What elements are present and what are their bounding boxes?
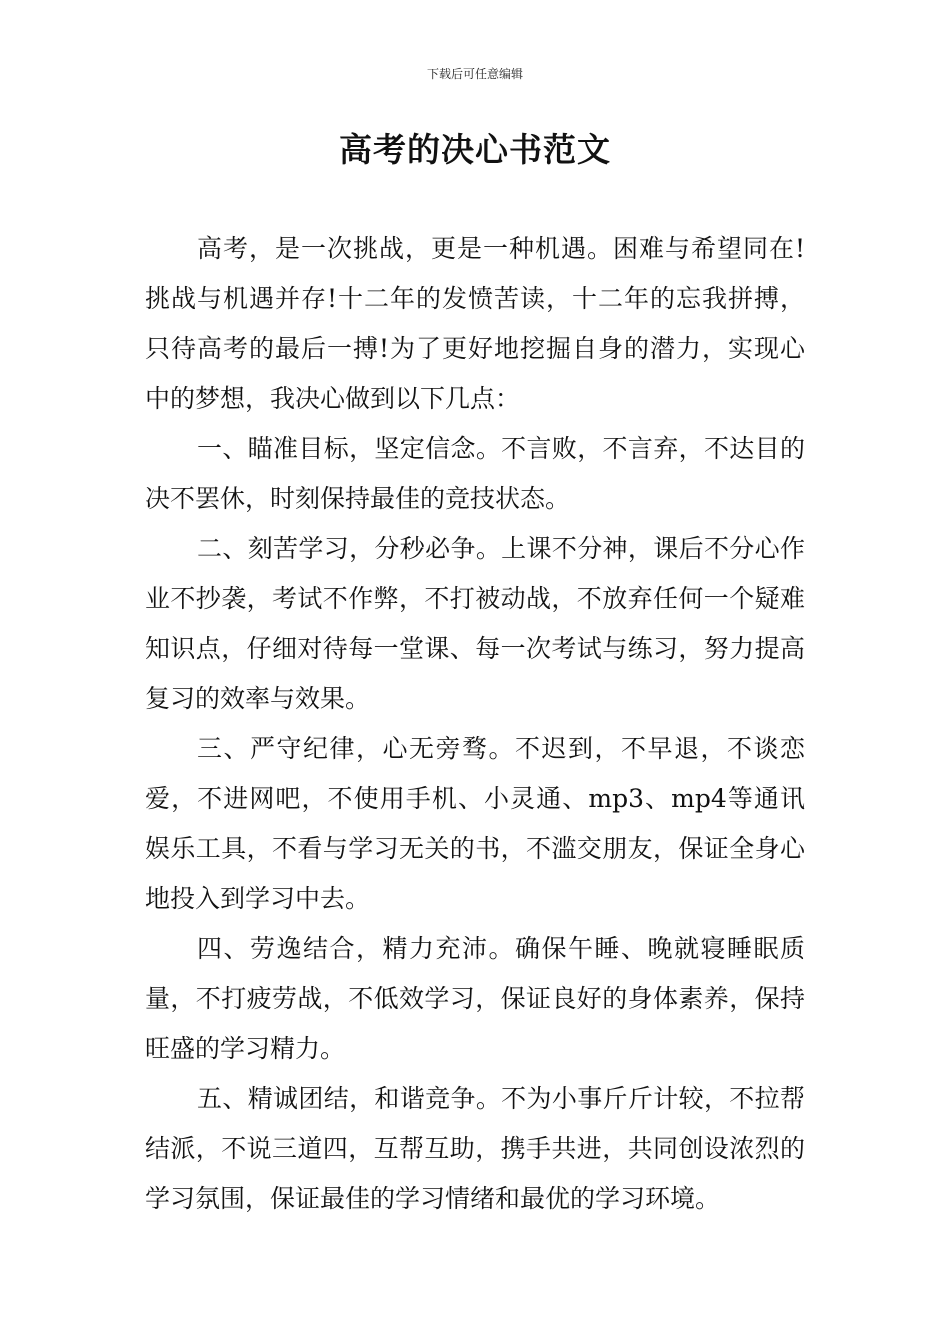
paragraph-point-3: 三、严守纪律，心无旁骛。不迟到，不早退，不谈恋爱，不进网吧，不使用手机、小灵通、mp3、mp4等通讯娱乐工具，不看与学习无关的书，不滥交朋友，保证全身心地投入到学习中去。 — [145, 734, 805, 913]
document-title: 高考的决心书范文 — [339, 130, 611, 169]
paragraph-point-4: 四、劳逸结合，精力充沛。确保午睡、晚就寝睡眠质量，不打疲劳战，不低效学习，保证良好的身体素养，保持旺盛的学习精力。 — [145, 934, 805, 1063]
paragraph-point-5: 五、精诚团结，和谐竞争。不为小事斤斤计较，不拉帮结派，不说三道四，互帮互助，携手共进，共同创设浓烈的学习氛围，保证最佳的学习情绪和最优的学习环境。 — [145, 1084, 805, 1213]
paragraph-point-1: 一、瞄准目标，坚定信念。不言败，不言弃，不达目的决不罢休，时刻保持最佳的竞技状态。 — [145, 434, 805, 513]
paragraph-point-2: 二、刻苦学习，分秒必争。上课不分神，课后不分心作业不抄袭，考试不作弊，不打被动战，不放弃任何一个疑难知识点，仔细对待每一堂课、每一次考试与练习，努力提高复习的效率与效果。 — [145, 534, 805, 713]
paragraph-intro: 高考，是一次挑战，更是一种机遇。困难与希望同在!挑战与机遇并存!十二年的发愤苦读，十二年的忘我拼搏，只待高考的最后一搏!为了更好地挖掘自身的潜力，实现心中的梦想，我决心做到以下几点： — [145, 234, 805, 413]
header-note: 下载后可任意编辑 — [426, 67, 523, 81]
document-body — [145, 224, 805, 1224]
